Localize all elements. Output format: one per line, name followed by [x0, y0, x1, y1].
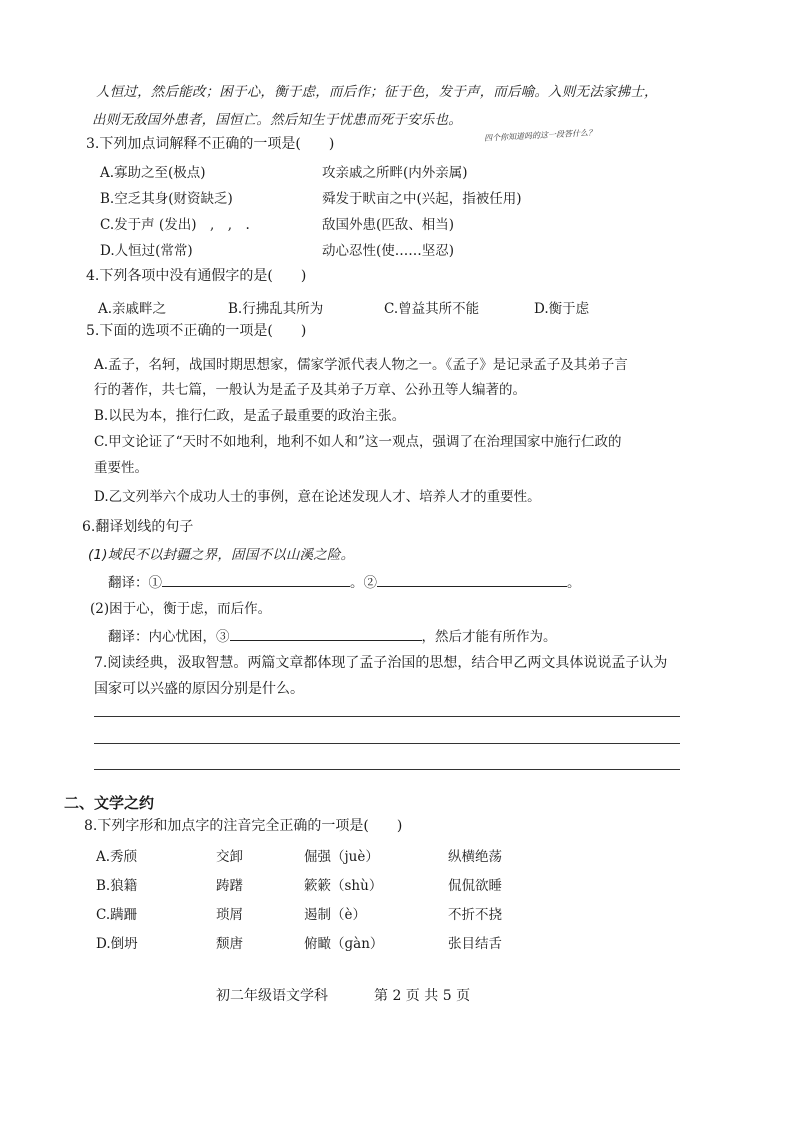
passage-line-2: 出则无敌国外患者，国恒亡。然后知生于忧患而死于安乐也。 — [92, 112, 462, 128]
q7-line-2: 国家可以兴盛的原因分别是什么。 — [94, 681, 304, 697]
q8-row-c-col3: 遏制（è） — [304, 907, 366, 923]
answer-line-3[interactable] — [94, 769, 680, 770]
footer-subject: 初二年级语文学科 — [216, 988, 328, 1004]
q4-option-d: D.衡于虑 — [534, 301, 590, 317]
q3-option-b-left: B.空乏其身(财资缺乏) — [100, 191, 233, 207]
translation-2-label: 翻译：内心忧困，③ — [108, 629, 230, 645]
q6-sentence-2: (2)困于心，衡于虑，而后作。 — [90, 601, 272, 617]
q7-line-1: 7.阅读经典，汲取智慧。两篇文章都体现了孟子治国的思想，结合甲乙两文具体说说孟子认为 — [94, 655, 668, 671]
q3-option-c-left: C.发于声 (发出) , , . — [100, 217, 250, 233]
section-title: 二、文学之约 — [64, 794, 155, 812]
q5-option-c-line2: 重要性。 — [94, 460, 148, 476]
q5-option-a-line2: 行的著作，共七篇，一般认为是孟子及其弟子万章、公孙丑等人编著的。 — [94, 382, 526, 398]
q3-option-a-right: 攻亲戚之所畔(内外亲属) — [322, 165, 468, 181]
translation-1-end: 。 — [567, 575, 581, 591]
handwritten-note: 四个你知道吗的这一段答什么？ — [483, 128, 597, 143]
q8-row-c-col2: 琐屑 — [216, 907, 243, 923]
q8-row-a-col3: 倔强（juè） — [304, 849, 379, 865]
q6-sentence-1: (1)域民不以封疆之界，固国不以山溪之险。 — [88, 547, 355, 563]
q4-option-c: C.曾益其所不能 — [384, 301, 480, 317]
answer-blank-3[interactable] — [230, 626, 422, 641]
q5-option-c-line1: C.甲文论证了“天时不如地利，地利不如人和”这一观点，强调了在治理国家中施行仁政的 — [94, 434, 622, 450]
q8-stem: 8.下列字形和加点字的注音完全正确的一项是( ) — [84, 818, 403, 834]
q4-stem: 4.下列各项中没有通假字的是( ) — [86, 268, 307, 284]
q3-option-b-right: 舜发于畎亩之中(兴起，指被任用) — [322, 191, 522, 207]
answer-line-2[interactable] — [94, 743, 680, 744]
q3-option-a-left: A.寡助之至(极点) — [100, 165, 206, 181]
answer-line-1[interactable] — [94, 716, 680, 717]
q5-option-a-line1: A.孟子，名轲，战国时期思想家，儒家学派代表人物之一。《孟子》是记录孟子及其弟子言 — [94, 357, 628, 373]
q3-option-d-left: D.人恒过(常常) — [100, 243, 193, 259]
translation-1-label: 翻译：① — [108, 575, 162, 591]
translation-1-mid: 。② — [350, 575, 377, 591]
footer-page-number: 第 2 页 共 5 页 — [374, 988, 471, 1004]
q3-option-c-right: 敌国外患(匹敌、相当) — [322, 217, 455, 233]
passage-line-1: 人恒过，然后能改；困于心，衡于虑，而后作；征于色，发于声，而后喻。入则无法家拂士， — [96, 84, 658, 100]
q6-stem: 6.翻译划线的句子 — [82, 519, 194, 535]
q8-row-d-col4: 张目结舌 — [448, 936, 502, 952]
q6-translation-2 — [108, 625, 557, 645]
q8-row-b-col1: B.狼籍 — [96, 878, 138, 894]
q5-option-b: B.以民为本，推行仁政，是孟子最重要的政治主张。 — [94, 408, 406, 424]
q8-row-a-col4: 纵横绝荡 — [448, 849, 502, 865]
q4-option-b: B.行拂乱其所为 — [228, 301, 324, 317]
q8-row-d-col2: 颓唐 — [216, 936, 243, 952]
q8-row-a-col1: A.秀颀 — [96, 849, 138, 865]
q8-row-c-col1: C.蹒跚 — [96, 907, 138, 923]
q4-option-a: A.亲戚畔之 — [98, 301, 167, 317]
q5-option-d: D.乙文列举六个成功人士的事例，意在论述发现人才、培养人才的重要性。 — [94, 489, 541, 505]
q3-stem: 3.下列加点词解释不正确的一项是( ) — [86, 136, 335, 152]
answer-blank-1[interactable] — [162, 572, 350, 587]
q8-row-d-col1: D.倒坍 — [96, 936, 138, 952]
q6-translation-1 — [108, 571, 581, 591]
q8-row-d-col3: 俯瞰（ɡàn） — [304, 936, 384, 952]
q3-option-d-right: 动心忍性(使……坚忍) — [322, 243, 455, 259]
q8-row-b-col3: 簌簌（shù） — [304, 878, 383, 894]
q5-stem: 5.下面的选项不正确的一项是( ) — [86, 323, 307, 339]
answer-blank-2[interactable] — [377, 572, 567, 587]
q8-row-b-col4: 侃侃欲睡 — [448, 878, 502, 894]
q8-row-b-col2: 踌躇 — [216, 878, 243, 894]
q8-row-a-col2: 交卸 — [216, 849, 243, 865]
q8-row-c-col4: 不折不挠 — [448, 907, 502, 923]
translation-2-end: ，然后才能有所作为。 — [421, 629, 557, 645]
